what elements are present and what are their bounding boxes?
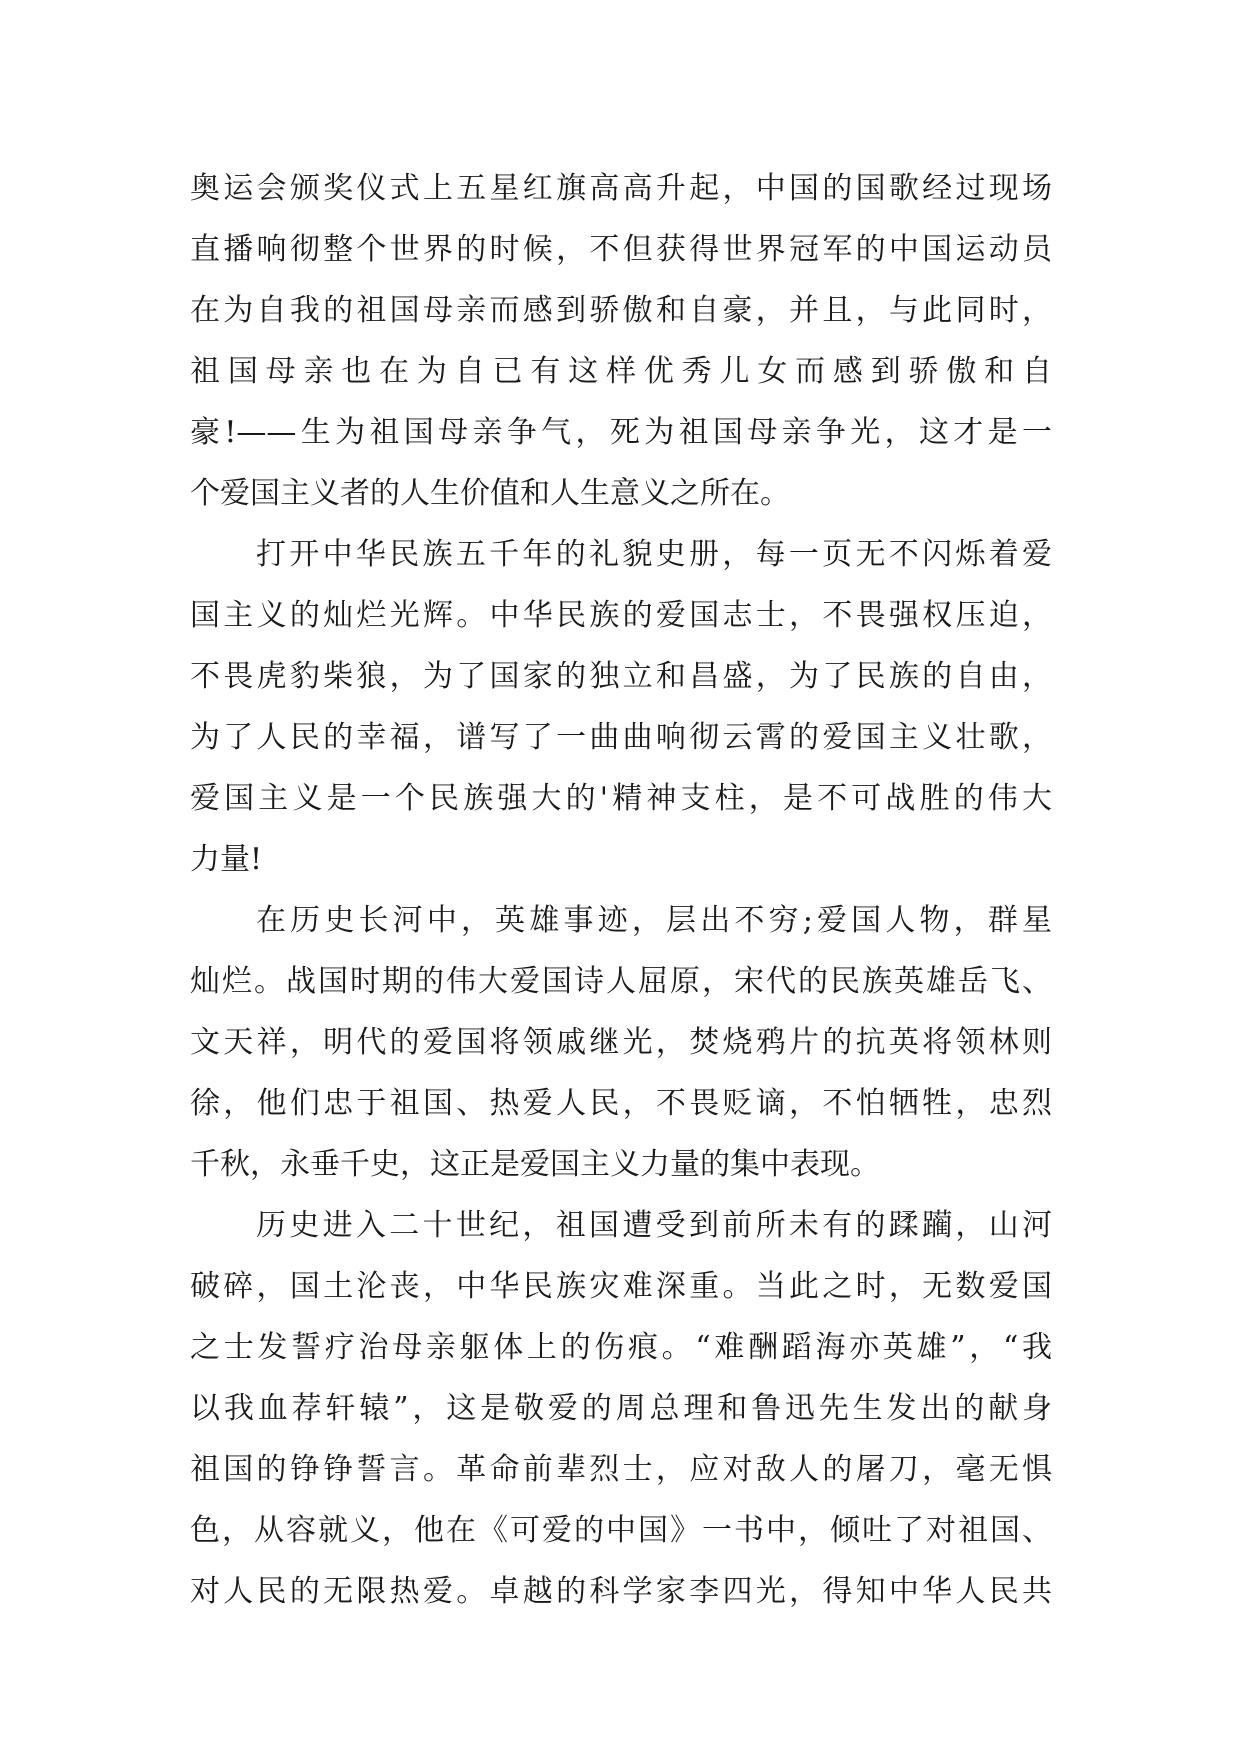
text-line: 以我血荐轩辕”，这是敬爱的周总理和鲁迅先生发出的献身: [190, 1391, 1052, 1426]
paragraph-first-line: 在历史长河中，英雄事迹，层出不穷;爱国人物，群星: [256, 903, 1052, 938]
paragraph-first-line: 历史进入二十世纪，祖国遭受到前所未有的蹂躏，山河: [256, 1208, 1052, 1243]
text-line: 在为自我的祖国母亲而感到骄傲和自豪，并且，与此同时，: [190, 293, 1052, 328]
text-line: 国主义的灿烂光辉。中华民族的爱国志士，不畏强权压迫，: [190, 598, 1052, 633]
text-line: 徐，他们忠于祖国、热爱人民，不畏贬谪，不怕牺牲，忠烈: [190, 1086, 1052, 1121]
text-line: 之士发誓疗治母亲躯体上的伤痕。“难酬蹈海亦英雄”，“我: [190, 1330, 1052, 1365]
text-line: 直播响彻整个世界的时候，不但获得世界冠军的中国运动员: [190, 232, 1052, 267]
document-body: [190, 158, 1052, 1622]
paragraph-first-line: 打开中华民族五千年的礼貌史册，每一页无不闪烁着爱: [256, 537, 1052, 572]
text-line: 奥运会颁奖仪式上五星红旗高高升起，中国的国歌经过现场: [190, 171, 1052, 206]
text-line: 个爱国主义者的人生价值和人生意义之所在。: [190, 476, 790, 511]
text-line: 破碎，国土沦丧，中华民族灾难深重。当此之时，无数爱国: [190, 1269, 1052, 1304]
text-line: 不畏虎豹柴狼，为了国家的独立和昌盛，为了民族的自由，: [190, 659, 1052, 694]
text-line: 力量!: [190, 842, 263, 877]
text-line: 色，从容就义，他在《可爱的中国》一书中，倾吐了对祖国、: [190, 1513, 1052, 1548]
text-line: 为了人民的幸福，谱写了一曲曲响彻云霄的爱国主义壮歌，: [190, 720, 1052, 755]
text-line: 爱国主义是一个民族强大的'精神支柱，是不可战胜的伟大: [190, 781, 1052, 816]
text-line: 灿烂。战国时期的伟大爱国诗人屈原，宋代的民族英雄岳飞、: [190, 964, 1052, 999]
text-line: 豪!——生为祖国母亲争气，死为祖国母亲争光，这才是一: [190, 415, 1052, 450]
text-line: 对人民的无限热爱。卓越的科学家李四光，得知中华人民共: [190, 1574, 1052, 1609]
text-line: 文天祥，明代的爱国将领戚继光，焚烧鸦片的抗英将领林则: [190, 1025, 1052, 1060]
text-line: 祖国的铮铮誓言。革命前辈烈士，应对敌人的屠刀，毫无惧: [190, 1452, 1052, 1487]
text-line: 千秋，永垂千史，这正是爱国主义力量的集中表现。: [190, 1147, 880, 1182]
text-line: 祖国母亲也在为自已有这样优秀儿女而感到骄傲和自: [190, 354, 1052, 389]
